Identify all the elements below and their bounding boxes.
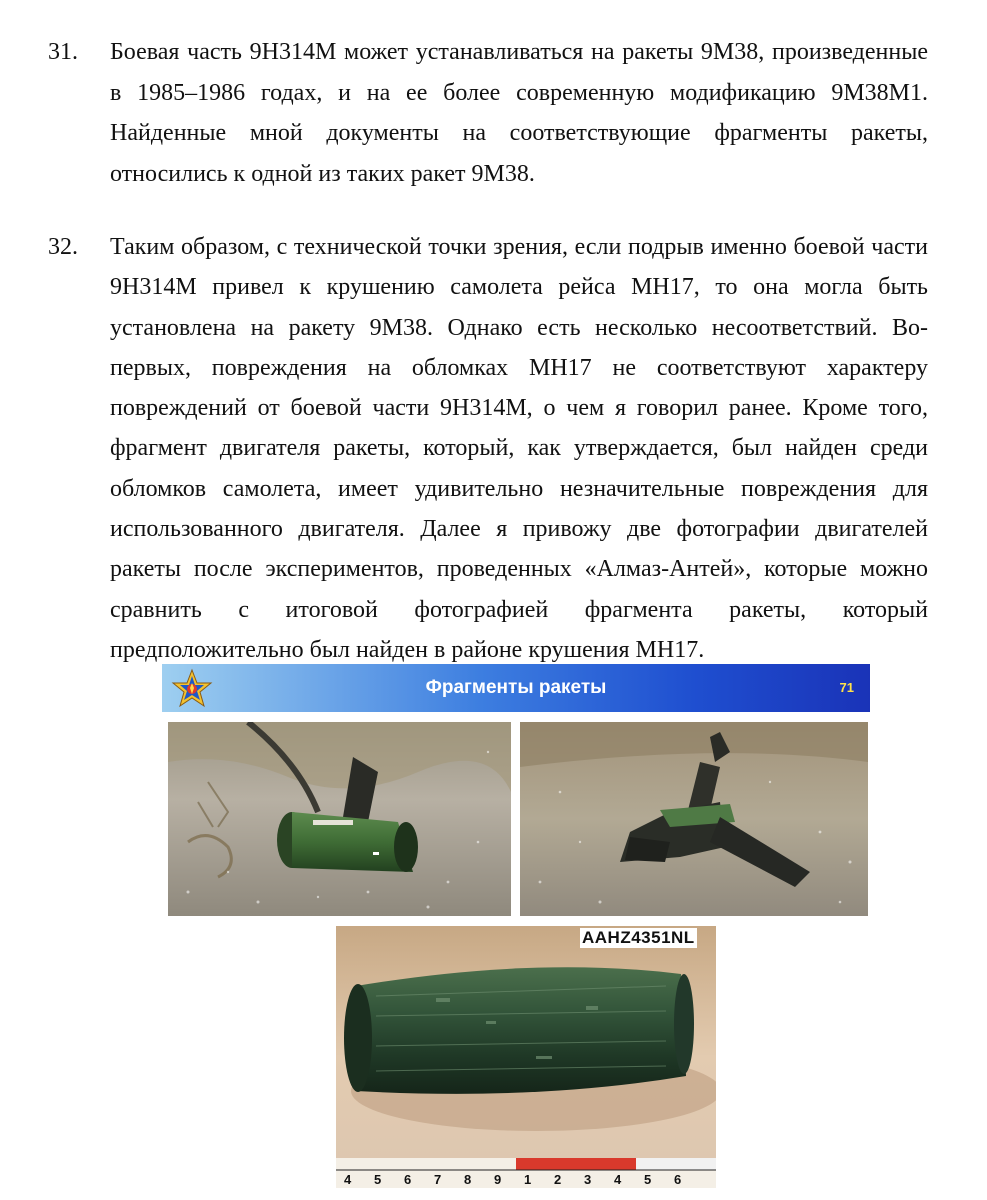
slide-page-number: 71	[839, 680, 854, 695]
slide-header	[162, 664, 870, 712]
ruler-label: 9	[494, 1172, 502, 1187]
paragraph-text: Таким образом, с технической точки зрения, если подрыв именно боевой части 9Н314М привел к крушению самолета рейса МН17, то она могла быть установлена на ракету 9М38. Однако есть несколько несоответствий. Во-первых, повреждения на обломках МН17 не соответствуют характеру повреждений от боевой части 9Н314М, о чем я говорил ранее. Кроме того, фрагмент двигателя ракеты, который, как утверждается, был найден среди обломков самолета, имеет удивительно незначительные повреждения для использованного двигателя. Далее я привожу две фотографии двигателей ракеты после экспериментов, проведенных «Алмаз-Антей», которые можно сравнить с итоговой фотографией фрагмента ракеты, который предположительно был найден в районе крушения МН17.	[110, 234, 928, 663]
ruler-label: 3	[584, 1172, 592, 1187]
ruler-label: 8	[464, 1172, 472, 1187]
rocket-fragment-photo-left	[168, 722, 511, 916]
ruler-label: 6	[674, 1172, 682, 1187]
ruler-label: 1	[524, 1172, 532, 1187]
ruler-label: 6	[404, 1172, 412, 1187]
ruler-label: 4	[344, 1172, 352, 1187]
paragraph-32	[48, 227, 928, 670]
ruler-label: 5	[374, 1172, 382, 1187]
paragraph-text: Боевая часть 9Н314М может устанавливаться на ракеты 9М38, произведенные в 1985–1986 годах, и на ее более современную модификацию 9М38М1. Найденные мной документы на соответствующие фрагменты ракеты, относились к одной из таких ракет 9М38.	[110, 39, 928, 187]
evidence-code-label: AAHZ4351NL	[582, 928, 695, 947]
embedded-slide	[162, 664, 870, 932]
paragraph-number: 31.	[48, 39, 78, 65]
paragraph-31	[48, 32, 928, 194]
ruler-label: 2	[554, 1172, 562, 1187]
ruler-label: 7	[434, 1172, 442, 1187]
paragraph-number: 32.	[48, 234, 78, 260]
rocket-fragment-photo-right	[520, 722, 868, 916]
slide-title: Фрагменты ракеты	[425, 677, 607, 698]
evidence-photo-rocket-motor	[336, 926, 716, 1188]
ruler-label: 4	[614, 1172, 622, 1187]
ruler-label: 5	[644, 1172, 652, 1187]
